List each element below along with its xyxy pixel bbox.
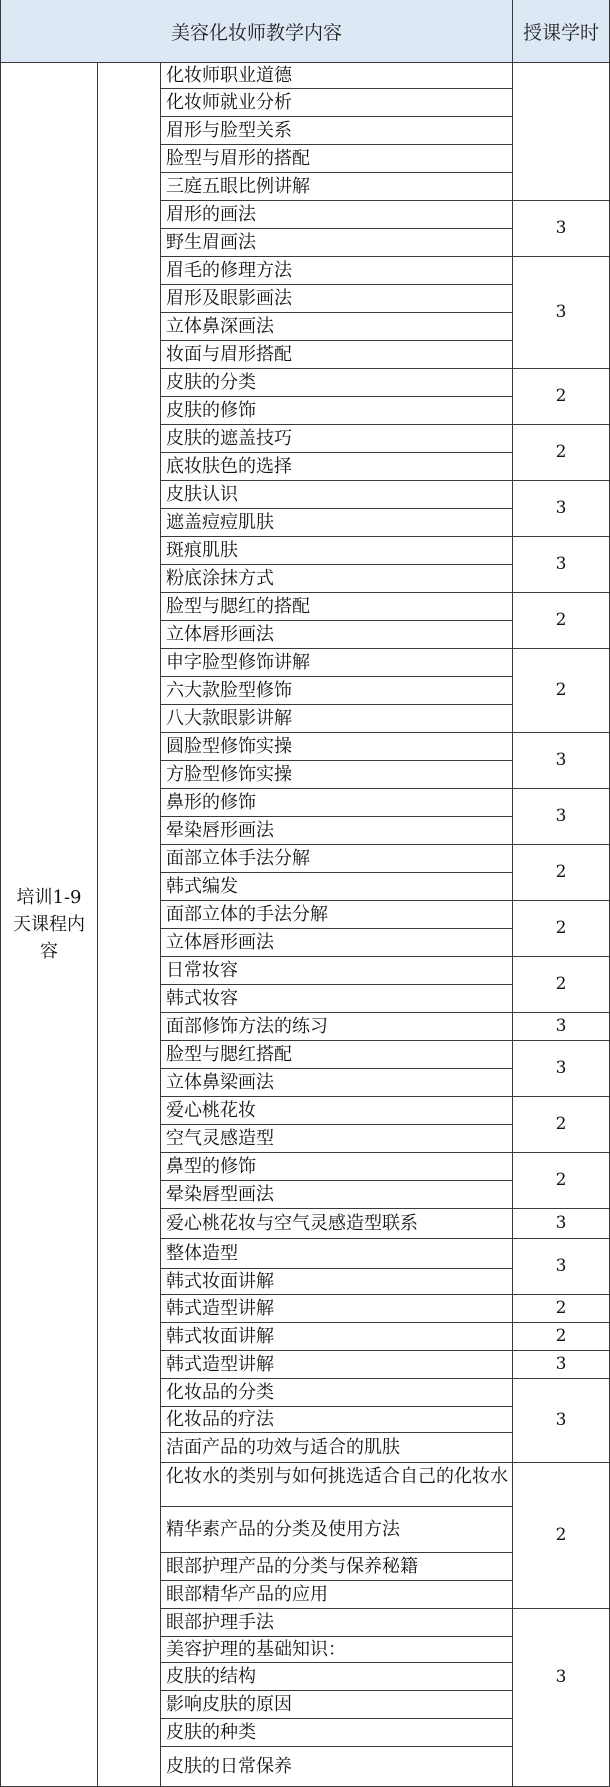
topic-cell: 皮肤的结构: [166, 1665, 256, 1687]
hours-cell: 2: [555, 1114, 567, 1134]
topic-cell: 立体鼻梁画法: [166, 1071, 274, 1093]
header-hours-title: 授课学时: [513, 0, 609, 62]
hours-cell: 2: [555, 862, 567, 882]
topic-cell: 面部立体手法分解: [166, 847, 310, 869]
hours-cell: 3: [555, 750, 567, 770]
hours-cell: 3: [555, 1667, 567, 1687]
topic-cell: 韩式造型讲解: [166, 1297, 274, 1319]
topic-cell: 化妆品的分类: [166, 1381, 274, 1403]
topic-cell: 面部修饰方法的练习: [166, 1015, 328, 1037]
topic-cell: 日常妆容: [166, 959, 238, 981]
hours-cell: 2: [555, 680, 567, 700]
topic-cell: 脸型与腮红的搭配: [166, 595, 310, 617]
topic-cell: 晕染唇形画法: [166, 819, 274, 841]
topic-cell: 化妆师就业分析: [166, 91, 292, 113]
topic-cell: 立体唇形画法: [166, 931, 274, 953]
section-label: [1, 62, 97, 1787]
topic-cell: 爱心桃花妆与空气灵感造型联系: [166, 1212, 418, 1234]
topic-cell: 遮盖痘痘肌肤: [166, 511, 274, 533]
topic-cell: 眉形与脸型关系: [166, 119, 292, 141]
topic-cell: 韩式妆面讲解: [166, 1325, 274, 1347]
hours-cell: 2: [555, 1170, 567, 1190]
hours-cell: 3: [555, 218, 567, 238]
topic-cell: 晕染唇型画法: [166, 1183, 274, 1205]
topic-cell: 眉形的画法: [166, 203, 256, 225]
hours-cell: 3: [555, 554, 567, 574]
topic-cell: 眉形及眼影画法: [166, 287, 292, 309]
topic-cell: 六大款脸型修饰: [166, 679, 292, 701]
section-label-text: 培训1-9天课程内容: [13, 887, 85, 962]
hours-cell: 2: [555, 1525, 567, 1545]
topic-cell: 韩式编发: [166, 875, 238, 897]
topic-cell: 方脸型修饰实操: [166, 763, 292, 785]
topic-cell: 化妆师职业道德: [166, 64, 292, 86]
topic-cell: 皮肤的日常保养: [166, 1756, 292, 1777]
topic-cell: 整体造型: [166, 1242, 238, 1264]
topic-cell: 韩式妆容: [166, 987, 238, 1009]
topic-cell: 粉底涂抹方式: [166, 567, 274, 589]
hours-cell: 3: [555, 1016, 567, 1036]
topic-cell: 影响皮肤的原因: [166, 1693, 292, 1715]
topic-cell: 底妆肤色的选择: [166, 455, 292, 477]
hours-cell: 3: [555, 1354, 567, 1374]
topic-cell: 化妆水的类别与如何挑选适合自己的化妆水: [166, 1466, 508, 1487]
topic-cell: 皮肤的遮盖技巧: [166, 427, 292, 449]
topic-cell: 皮肤的种类: [166, 1721, 256, 1743]
topic-cell: 韩式妆面讲解: [166, 1270, 274, 1292]
hours-cell: 3: [555, 1256, 567, 1276]
hours-cell: 2: [555, 974, 567, 994]
hours-cell: 2: [555, 918, 567, 938]
hours-cell: 2: [555, 1326, 567, 1346]
hours-cell: 3: [555, 806, 567, 826]
topic-cell: 脸型与眉形的搭配: [166, 147, 310, 169]
topic-cell: 三庭五眼比例讲解: [166, 175, 310, 197]
topic-cell: 皮肤认识: [166, 483, 238, 505]
hours-cell: 2: [555, 386, 567, 406]
topic-cell: 斑痕肌肤: [166, 539, 238, 561]
topic-cell: 空气灵感造型: [166, 1127, 274, 1149]
topic-cell: 眼部护理手法: [166, 1611, 274, 1633]
topic-cell: 脸型与腮红搭配: [166, 1043, 292, 1065]
topic-cell: 美容护理的基础知识：: [166, 1638, 346, 1660]
header-content-title: 美容化妆师教学内容: [1, 0, 512, 62]
topic-cell: 爱心桃花妆: [166, 1099, 256, 1121]
topic-cell: 眉毛的修理方法: [166, 259, 292, 281]
topic-cell: 鼻型的修饰: [166, 1155, 256, 1177]
topic-cell: 皮肤的分类: [166, 371, 256, 393]
topic-cell: 妆面与眉形搭配: [166, 343, 292, 365]
topic-cell: 化妆品的疗法: [166, 1408, 274, 1430]
topic-cell: 精华素产品的分类及使用方法: [166, 1518, 400, 1540]
topic-cell: 眼部护理产品的分类与保养秘籍: [166, 1555, 418, 1577]
topic-cell: 韩式造型讲解: [166, 1353, 274, 1375]
topic-cell: 眼部精华产品的应用: [166, 1583, 328, 1605]
topic-cell: 申字脸型修饰讲解: [166, 651, 310, 673]
hours-cell: 3: [555, 1213, 567, 1233]
topic-cell: 鼻形的修饰: [166, 791, 256, 813]
topic-cell: 立体鼻深画法: [166, 315, 274, 337]
hours-cell: 2: [555, 442, 567, 462]
topic-cell: 圆脸型修饰实操: [166, 735, 292, 757]
hours-cell: 2: [555, 610, 567, 630]
topic-cell: 野生眉画法: [166, 231, 256, 253]
hours-cell: 2: [555, 1298, 567, 1318]
hours-cell: 3: [555, 1058, 567, 1078]
topic-cell: 洁面产品的功效与适合的肌肤: [166, 1436, 400, 1458]
hours-cell: 3: [555, 1410, 567, 1430]
topic-cell: 立体唇形画法: [166, 623, 274, 645]
topic-cell: 面部立体的手法分解: [166, 903, 328, 925]
topic-cell: 八大款眼影讲解: [166, 707, 292, 729]
hours-cell: 3: [555, 302, 567, 322]
hours-cell: 3: [555, 498, 567, 518]
topic-cell: 皮肤的修饰: [166, 399, 256, 421]
